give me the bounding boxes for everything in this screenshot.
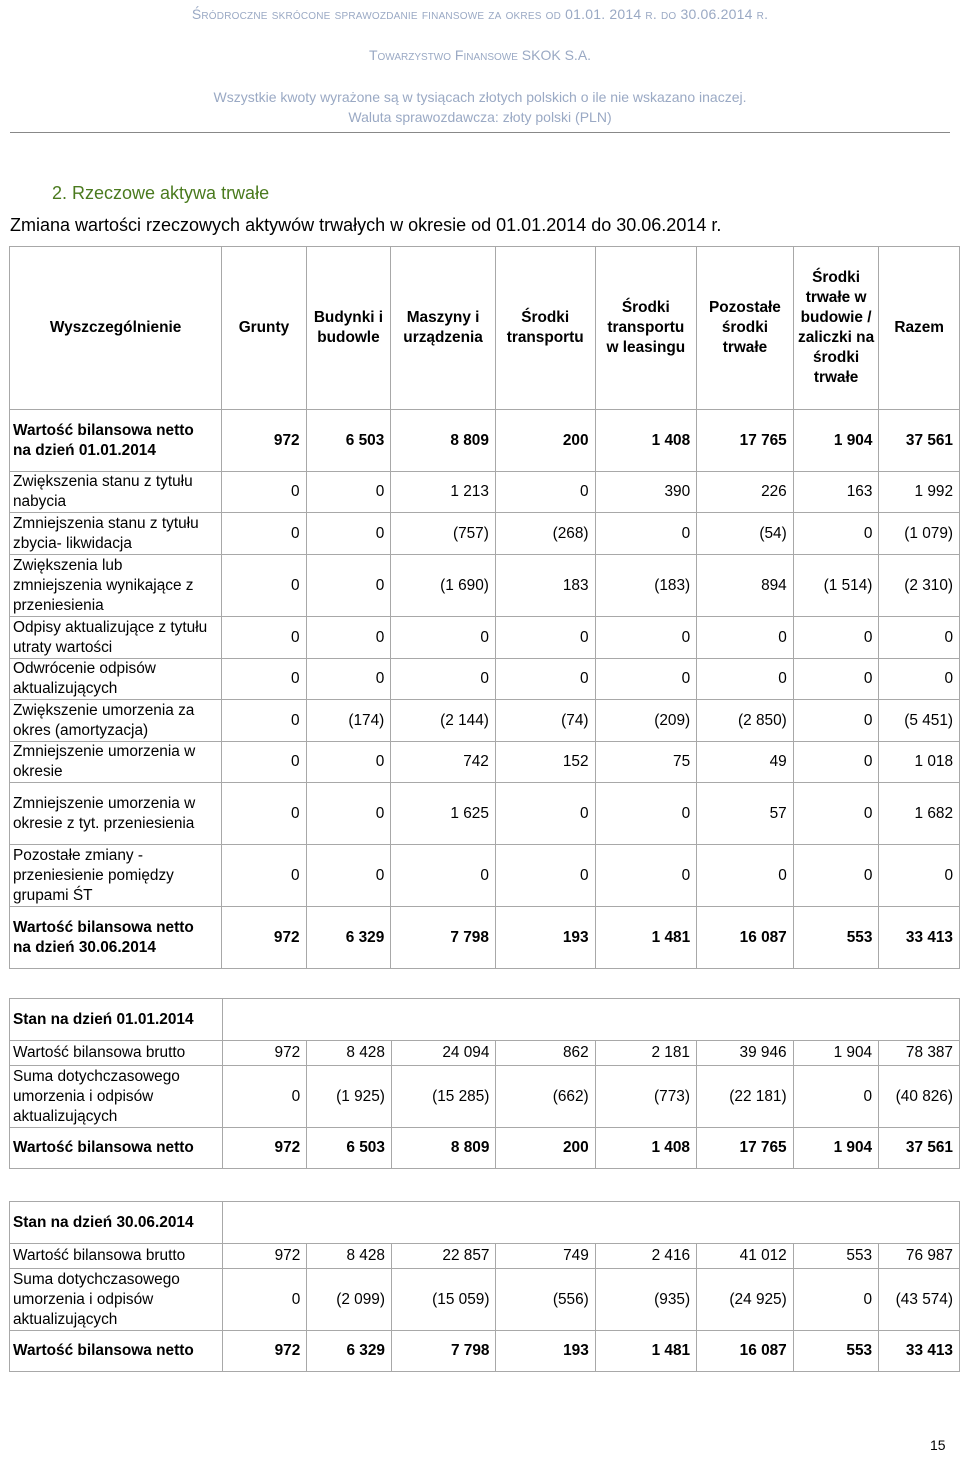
cell-value: 0 (793, 783, 879, 845)
cell-value: (2 310) (879, 555, 960, 617)
cell-value: 0 (306, 742, 391, 783)
cell-value: (209) (595, 700, 697, 742)
cell-value: (5 451) (879, 700, 960, 742)
table-row (10, 845, 960, 907)
cell-value: 6 329 (307, 1331, 392, 1372)
row-label: Zmniejszenie umorzenia w okresie (10, 742, 222, 783)
cell-value: (43 574) (879, 1269, 960, 1331)
table-row (10, 410, 960, 472)
column-header: Środki transportu (495, 247, 595, 410)
cell-value: (2 850) (697, 700, 794, 742)
row-label: Suma dotychczasowego umorzenia i odpisów aktualizujących (10, 1066, 223, 1128)
row-label: Wartość bilansowa brutto (10, 1244, 223, 1269)
column-header: Maszyny i urządzenia (391, 247, 496, 410)
table-row (10, 783, 960, 845)
cell-value: 41 012 (697, 1244, 794, 1269)
cell-value: (54) (697, 513, 794, 555)
row-label: Zwiększenie umorzenia za okres (amortyzacja) (10, 700, 222, 742)
table-row (10, 1128, 960, 1169)
cell-value: 1 408 (595, 1128, 696, 1169)
cell-value: 49 (697, 742, 794, 783)
cell-value: 193 (496, 1331, 595, 1372)
row-label: Odpisy aktualizujące z tytułu utraty wartości (10, 617, 222, 659)
cell-value: (773) (595, 1066, 696, 1128)
cell-value: (757) (391, 513, 496, 555)
cell-value: 163 (793, 472, 879, 513)
table-title: Stan na dzień 01.01.2014 (10, 999, 223, 1041)
cell-value: 0 (595, 659, 697, 700)
cell-value: 0 (391, 659, 496, 700)
cell-value: 0 (879, 845, 960, 907)
cell-value: 75 (595, 742, 697, 783)
cell-value: 57 (697, 783, 794, 845)
cell-value: 0 (306, 783, 391, 845)
table-row (10, 513, 960, 555)
column-header: Środki trwałe w budowie / zaliczki na środki trwałe (793, 247, 879, 410)
table-row (10, 555, 960, 617)
cell-value: 0 (222, 1066, 306, 1128)
cell-value: 39 946 (696, 1041, 793, 1066)
cell-value: 0 (306, 472, 391, 513)
table-title-row (10, 999, 960, 1041)
column-header: Pozostałe środki trwałe (697, 247, 794, 410)
amounts-note: Wszystkie kwoty wyrażone są w tysiącach złotych polskich o ile nie wskazano inaczej. (213, 89, 747, 105)
cell-value: 0 (495, 472, 595, 513)
cell-value: 742 (391, 742, 496, 783)
cell-value: 183 (495, 555, 595, 617)
cell-value: 553 (793, 1244, 878, 1269)
cell-value: 0 (222, 700, 306, 742)
row-label: Wartość bilansowa netto na dzień 01.01.2014 (10, 410, 222, 472)
cell-value: 0 (793, 659, 879, 700)
cell-value: 0 (697, 659, 794, 700)
cell-value: 553 (793, 1331, 878, 1372)
cell-value: 1 682 (879, 783, 960, 845)
cell-value: (1 925) (307, 1066, 392, 1128)
cell-value: 2 181 (595, 1041, 696, 1066)
row-label: Wartość bilansowa brutto (10, 1041, 223, 1066)
row-label: Wartość bilansowa netto na dzień 30.06.2014 (10, 907, 222, 969)
cell-value: 972 (222, 1128, 306, 1169)
company-name: Towarzystwo Finansowe SKOK S.A. (368, 47, 592, 63)
currency-note: Waluta sprawozdawcza: złoty polski (PLN) (348, 109, 612, 125)
cell-value: 200 (495, 410, 595, 472)
table-row (10, 659, 960, 700)
cell-value: 8 428 (307, 1041, 392, 1066)
cell-value: 0 (222, 513, 306, 555)
row-label: Zwiększenia lub zmniejszenia wynikające z przeniesienia (10, 555, 222, 617)
cell-value: 0 (793, 513, 879, 555)
row-label: Zmniejszenie umorzenia w okresie z tyt. przeniesienia (10, 783, 222, 845)
cell-value: (268) (495, 513, 595, 555)
cell-value: 894 (697, 555, 794, 617)
cell-value: 0 (879, 659, 960, 700)
table-row (10, 1269, 960, 1331)
cell-value: 0 (595, 617, 697, 659)
row-label: Suma dotychczasowego umorzenia i odpisów aktualizujących (10, 1269, 223, 1331)
cell-value: 37 561 (879, 410, 960, 472)
cell-value: (22 181) (696, 1066, 793, 1128)
cell-value: 0 (222, 617, 306, 659)
cell-value: 1 904 (793, 410, 879, 472)
cell-value: (2 144) (391, 700, 496, 742)
table-row (10, 1041, 960, 1066)
cell-value: 0 (391, 617, 496, 659)
cell-value: 1 625 (391, 783, 496, 845)
cell-value: (40 826) (879, 1066, 960, 1128)
fixed-assets-movement-table (9, 246, 960, 969)
row-label: Zwiększenia stanu z tytułu nabycia (10, 472, 222, 513)
cell-value: 0 (306, 617, 391, 659)
cell-value: 0 (495, 783, 595, 845)
column-header: Wyszczególnienie (10, 247, 222, 410)
cell-value: 8 809 (391, 1128, 496, 1169)
cell-value: 0 (222, 659, 306, 700)
table-row (10, 742, 960, 783)
cell-value: 0 (222, 1269, 306, 1331)
cell-value: 16 087 (697, 907, 794, 969)
cell-value: 33 413 (879, 1331, 960, 1372)
cell-value: (183) (595, 555, 697, 617)
cell-value: 0 (495, 845, 595, 907)
cell-value: 0 (793, 1269, 878, 1331)
page-number: 15 (930, 1437, 946, 1453)
cell-value: 0 (595, 845, 697, 907)
cell-value: 17 765 (697, 410, 794, 472)
cell-value: 6 329 (306, 907, 391, 969)
cell-value: 0 (495, 659, 595, 700)
cell-value: 78 387 (879, 1041, 960, 1066)
cell-value: 16 087 (697, 1331, 794, 1372)
cell-value: 972 (222, 1331, 306, 1372)
cell-value: 0 (222, 555, 306, 617)
cell-value: 0 (391, 845, 496, 907)
cell-value: 0 (222, 742, 306, 783)
cell-value: (15 285) (391, 1066, 496, 1128)
cell-value: (2 099) (307, 1269, 392, 1331)
cell-value: (15 059) (391, 1269, 496, 1331)
cell-value: (1 079) (879, 513, 960, 555)
cell-value: 2 416 (595, 1244, 696, 1269)
table-row (10, 907, 960, 969)
cell-value: 226 (697, 472, 794, 513)
cell-value: (662) (496, 1066, 595, 1128)
cell-value: 0 (222, 845, 306, 907)
cell-value: 972 (222, 1244, 306, 1269)
cell-value: 972 (222, 907, 306, 969)
cell-value: 7 798 (391, 907, 496, 969)
cell-value: 7 798 (391, 1331, 496, 1372)
cell-value: 390 (595, 472, 697, 513)
cell-value: 0 (697, 845, 794, 907)
cell-value: 6 503 (306, 410, 391, 472)
table-title-row (10, 1202, 960, 1244)
cell-value: (556) (496, 1269, 595, 1331)
cell-value: 0 (495, 617, 595, 659)
cell-value: 0 (306, 513, 391, 555)
cell-value: 0 (793, 1066, 879, 1128)
cell-value: 8 428 (307, 1244, 392, 1269)
cell-value: 0 (793, 700, 879, 742)
cell-value: 0 (793, 617, 879, 659)
cell-value: 0 (222, 783, 306, 845)
cell-value: 0 (879, 617, 960, 659)
balance-table-2014-01-01 (9, 998, 960, 1169)
cell-value: 6 503 (307, 1128, 392, 1169)
table-row (10, 700, 960, 742)
row-label: Pozostałe zmiany - przeniesienie pomiędzy grupami ŚT (10, 845, 222, 907)
table-row (10, 1066, 960, 1128)
cell-value: 0 (697, 617, 794, 659)
cell-value: 1 992 (879, 472, 960, 513)
cell-value: 0 (306, 659, 391, 700)
cell-value: 33 413 (879, 907, 960, 969)
cell-value: (1 514) (793, 555, 879, 617)
cell-value: 200 (496, 1128, 595, 1169)
cell-value: 1 904 (793, 1128, 879, 1169)
cell-value: 8 809 (391, 410, 496, 472)
table-row (10, 617, 960, 659)
cell-value: 1 481 (595, 1331, 696, 1372)
column-header: Razem (879, 247, 960, 410)
row-label: Odwrócenie odpisów aktualizujących (10, 659, 222, 700)
cell-value: (174) (306, 700, 391, 742)
cell-value: 37 561 (879, 1128, 960, 1169)
cell-value: 0 (793, 845, 879, 907)
cell-value: 17 765 (696, 1128, 793, 1169)
cell-value: 1 408 (595, 410, 697, 472)
table-row (10, 1244, 960, 1269)
table-title: Stan na dzień 30.06.2014 (10, 1202, 223, 1244)
cell-value: 0 (222, 472, 306, 513)
row-label: Zmniejszenia stanu z tytułu zbycia- likwidacja (10, 513, 222, 555)
cell-value: (1 690) (391, 555, 496, 617)
cell-value: 0 (306, 555, 391, 617)
row-label: Wartość bilansowa netto (10, 1128, 223, 1169)
cell-value: 0 (306, 845, 391, 907)
cell-value: 749 (496, 1244, 595, 1269)
cell-value: 553 (793, 907, 879, 969)
cell-value: (24 925) (697, 1269, 794, 1331)
section-subtitle: Zmiana wartości rzeczowych aktywów trwałych w okresie od 01.01.2014 do 30.06.2014 r. (10, 215, 722, 235)
cell-value: 1 481 (595, 907, 697, 969)
cell-value: 24 094 (391, 1041, 496, 1066)
header-divider (10, 132, 950, 133)
row-label: Wartość bilansowa netto (10, 1331, 223, 1372)
balance-table-2014-06-30 (9, 1201, 960, 1372)
section-title: 2. Rzeczowe aktywa trwałe (52, 183, 270, 203)
column-header: Grunty (222, 247, 306, 410)
column-header: Środki transportu w leasingu (595, 247, 697, 410)
column-header: Budynki i budowle (306, 247, 391, 410)
cell-value: 22 857 (391, 1244, 496, 1269)
report-title: Śródroczne skrócone sprawozdanie finansowe za okres od 01.01. 2014 r. do 30.06.2014 r. (191, 6, 769, 22)
cell-value: 152 (495, 742, 595, 783)
cell-value: (935) (595, 1269, 696, 1331)
cell-value: 972 (222, 1041, 306, 1066)
cell-value: 193 (495, 907, 595, 969)
cell-value: (74) (495, 700, 595, 742)
table-row (10, 1331, 960, 1372)
cell-value: 76 987 (879, 1244, 960, 1269)
cell-value: 1 904 (793, 1041, 879, 1066)
cell-value: 1 018 (879, 742, 960, 783)
cell-value: 972 (222, 410, 306, 472)
cell-value: 0 (793, 742, 879, 783)
cell-value: 1 213 (391, 472, 496, 513)
table-header-row (10, 247, 960, 410)
cell-value: 862 (496, 1041, 595, 1066)
cell-value: 0 (595, 513, 697, 555)
table-row (10, 472, 960, 513)
cell-value: 0 (595, 783, 697, 845)
